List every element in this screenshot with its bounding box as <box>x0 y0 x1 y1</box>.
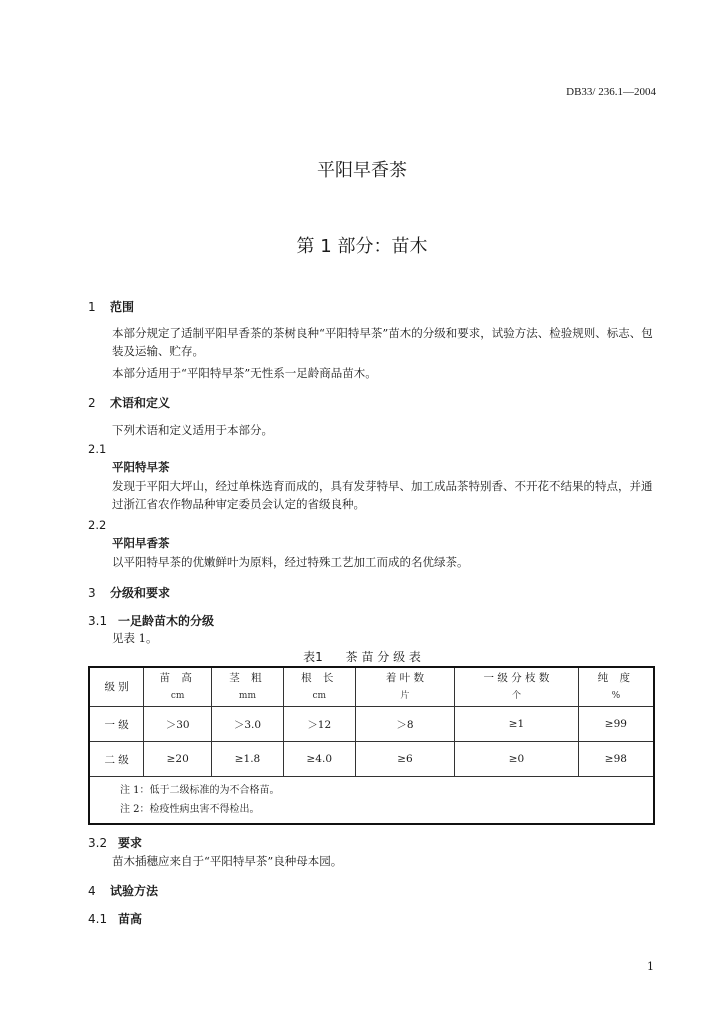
table-number: 表1 <box>303 650 323 664</box>
header-label: 着 叶 数 <box>385 671 425 684</box>
header-label: 一 级 分 枝 数 <box>483 671 550 684</box>
header-height <box>144 667 212 707</box>
header-leaf-count <box>355 667 455 707</box>
header-branch-count <box>455 667 578 707</box>
header-unit: cm <box>170 690 185 701</box>
section-number: 3.1 <box>88 614 108 628</box>
definition-2-2-text: 以平阳特早茶的优嫩鲜叶为原料，经过特殊工艺加工而成的名优绿茶。 <box>112 555 469 569</box>
table-cell: ≥99 <box>578 707 654 742</box>
section-number: 3 <box>88 586 96 600</box>
section-title: 要求 <box>118 836 143 850</box>
definition-2-2-number: 2.2 <box>88 518 107 532</box>
header-root-length <box>283 667 355 707</box>
section-1-paragraph-1 <box>88 324 660 360</box>
section-3-1-heading <box>88 612 214 629</box>
header-label: 级 别 <box>104 680 129 693</box>
table-note-1: 注 1：低于二级标准的为不合格苗。 <box>120 785 280 796</box>
header-grade <box>89 667 144 707</box>
section-number: 3.2 <box>88 836 108 850</box>
header-unit: % <box>611 690 621 701</box>
header-unit: cm <box>312 690 327 701</box>
table-caption <box>0 648 724 665</box>
table-row <box>89 742 654 777</box>
standard-code: DB33/ 236.1—2004 <box>566 86 656 98</box>
table-cell: ≥0 <box>455 742 578 777</box>
section-3-1-text: 见表 1。 <box>112 631 158 645</box>
section-1-paragraph-2: 本部分适用于“平阳特早茶”无性系一足龄商品苗木。 <box>112 366 377 380</box>
table-cell: ＞3.0 <box>212 707 284 742</box>
section-4-1-heading <box>88 910 142 927</box>
paragraph-text: 发现于平阳大坪山，经过单株选育而成的，具有发芽特早、加工成品茶特别香、不开花不结果的特点，并通过浙江省农作物品种审定委员会认定的省级良种。 <box>112 479 653 511</box>
section-3-2-text: 苗木插穗应来自于“平阳特早茶”良种母本园。 <box>112 854 343 868</box>
definition-2-1-text <box>88 477 660 513</box>
table-cell: ＞8 <box>355 707 455 742</box>
section-2-intro: 下列术语和定义适用于本部分。 <box>112 423 273 437</box>
section-3-2-heading <box>88 834 142 851</box>
table-note-2: 注 2：检疫性病虫害不得检出。 <box>120 804 260 815</box>
header-unit: mm <box>238 690 256 701</box>
paragraph-text: 本部分规定了适制平阳早香茶的茶树良种“平阳特早茶”苗木的分级和要求，试验方法、检验规则、标志、包装及运输、贮存。 <box>112 326 653 358</box>
table-cell: ＞30 <box>144 707 212 742</box>
table-cell: ≥1 <box>455 707 578 742</box>
table-notes <box>89 777 654 825</box>
header-label: 根 长 <box>301 671 338 684</box>
header-unit: 片 <box>400 690 410 701</box>
section-title: 术语和定义 <box>110 396 171 410</box>
table-cell: ≥98 <box>578 742 654 777</box>
table-cell: ＞12 <box>283 707 355 742</box>
section-title: 范围 <box>110 300 135 314</box>
page-number: 1 <box>647 960 654 973</box>
section-number: 1 <box>88 300 96 314</box>
section-2-heading <box>88 394 170 411</box>
table-cell: ≥6 <box>355 742 455 777</box>
section-3-heading <box>88 584 170 601</box>
table-cell: ≥20 <box>144 742 212 777</box>
section-title: 分级和要求 <box>110 586 171 600</box>
section-title: 试验方法 <box>110 884 159 898</box>
section-4-heading <box>88 882 158 899</box>
definition-2-1-number: 2.1 <box>88 442 107 456</box>
section-number: 2 <box>88 396 96 410</box>
grading-table <box>88 666 655 825</box>
table-notes-row <box>89 777 654 825</box>
section-title: 苗高 <box>118 912 143 926</box>
header-label: 苗 高 <box>159 671 196 684</box>
table-cell: ≥4.0 <box>283 742 355 777</box>
table-cell: 一 级 <box>89 707 144 742</box>
section-number: 4.1 <box>88 912 108 926</box>
definition-2-2-term: 平阳早香茶 <box>112 536 170 550</box>
definition-2-1-term: 平阳特早茶 <box>112 460 170 474</box>
table-title: 茶 苗 分 级 表 <box>345 650 421 664</box>
header-label: 纯 度 <box>597 671 635 684</box>
table-header-row <box>89 667 654 707</box>
table-cell: 二 级 <box>89 742 144 777</box>
header-purity <box>578 667 654 707</box>
section-title: 一足龄苗木的分级 <box>118 614 215 628</box>
header-stem-diameter <box>212 667 284 707</box>
table-row <box>89 707 654 742</box>
header-unit: 个 <box>511 690 521 701</box>
header-label: 茎 粗 <box>229 671 266 684</box>
part-title: 第 1 部分：苗木 <box>296 236 428 257</box>
table-cell: ≥1.8 <box>212 742 284 777</box>
section-number: 4 <box>88 884 96 898</box>
section-1-heading <box>88 298 134 315</box>
document-title: 平阳早香茶 <box>317 160 407 181</box>
